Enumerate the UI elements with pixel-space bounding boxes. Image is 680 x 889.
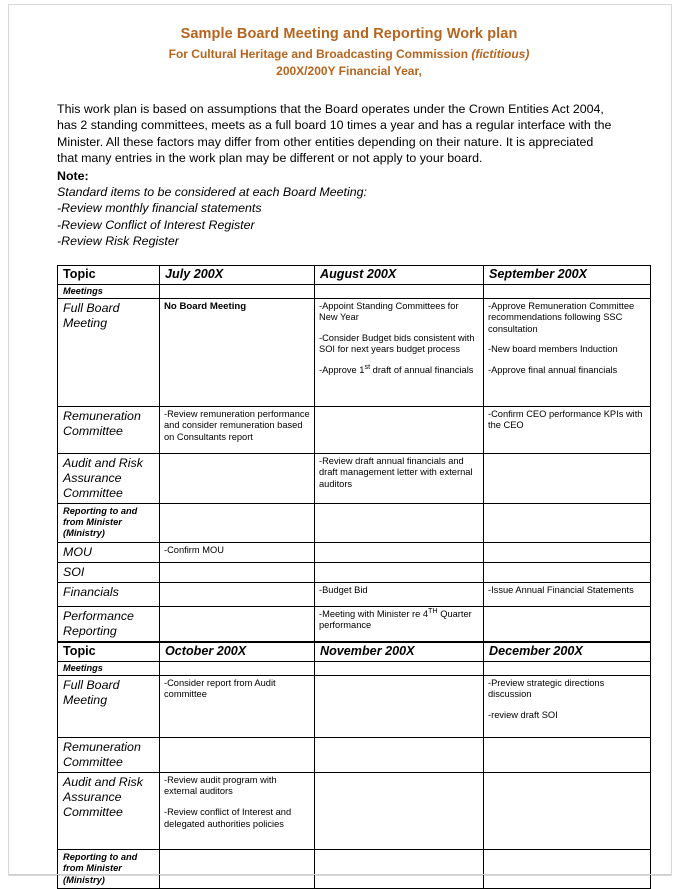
column-header-july: July 200X bbox=[160, 265, 315, 284]
column-header-december: December 200X bbox=[484, 642, 651, 661]
table-header-row bbox=[58, 265, 651, 284]
row-label-ministry-reporting: Reporting to and from Minister (Ministry) bbox=[58, 849, 160, 888]
cell-soi-september bbox=[484, 562, 651, 582]
row-label-full-board-meeting: Full Board Meeting bbox=[58, 298, 160, 406]
column-header-august: August 200X bbox=[315, 265, 484, 284]
row-label-audit-risk-committee: Audit and Risk Assurance Committee bbox=[58, 772, 160, 849]
note-list bbox=[57, 184, 649, 250]
cell-mou-august bbox=[315, 542, 484, 562]
document-financial-year: 200X/200Y Financial Year, bbox=[276, 64, 422, 78]
column-header-topic: Topic bbox=[58, 265, 160, 284]
cell-financials-august: -Budget Bid bbox=[315, 582, 484, 606]
cell-full-board-september bbox=[484, 298, 651, 406]
title-block bbox=[49, 25, 649, 79]
table-row-soi bbox=[58, 562, 651, 582]
cell-performance-august bbox=[315, 606, 484, 641]
cell-line: -Approve final annual financials bbox=[488, 365, 618, 376]
row-label-mou: MOU bbox=[58, 542, 160, 562]
section-header-meetings bbox=[58, 661, 651, 675]
table-row-financials bbox=[58, 582, 651, 606]
cell-full-board-july: No Board Meeting bbox=[160, 298, 315, 406]
table-row-audit-risk-committee bbox=[58, 453, 651, 503]
empty-cell bbox=[484, 284, 651, 298]
cell-line: -Preview strategic directions discussion bbox=[488, 677, 605, 700]
table-row-ministry-reporting bbox=[58, 849, 651, 888]
table-row-ministry-reporting bbox=[58, 503, 651, 542]
cell-line: -Approve Remuneration Committee recommendations following SSC consultation bbox=[488, 300, 635, 334]
table-row-audit-risk-committee bbox=[58, 772, 651, 849]
cell-financials-july bbox=[160, 582, 315, 606]
note-line: Standard items to be considered at each Board Meeting: bbox=[57, 185, 367, 200]
column-header-topic: Topic bbox=[58, 642, 160, 661]
cell-remuneration-october bbox=[160, 737, 315, 772]
column-header-september: September 200X bbox=[484, 265, 651, 284]
cell-performance-july bbox=[160, 606, 315, 641]
table-row-full-board-meeting bbox=[58, 298, 651, 406]
note-line: -Review Conflict of Interest Register bbox=[57, 217, 255, 232]
cell-financials-september: -Issue Annual Financial Statements bbox=[484, 582, 651, 606]
workplan-table-q1 bbox=[57, 265, 651, 642]
cell-audit-september bbox=[484, 453, 651, 503]
cell-ministry-september bbox=[484, 503, 651, 542]
cell-full-board-october: -Consider report from Audit committee bbox=[160, 675, 315, 737]
cell-line: -Appoint Standing Committees for New Year bbox=[319, 300, 459, 323]
cell-performance-september bbox=[484, 606, 651, 641]
cell-text-post: Quarter performance bbox=[319, 608, 472, 631]
cell-ministry-november bbox=[315, 849, 484, 888]
table-row-full-board-meeting bbox=[58, 675, 651, 737]
subtitle-organisation: For Cultural Heritage and Broadcasting Commission bbox=[168, 47, 472, 61]
row-label-ministry-reporting: Reporting to and from Minister (Ministry) bbox=[58, 503, 160, 542]
empty-cell bbox=[315, 284, 484, 298]
ordinal-suffix: TH bbox=[428, 605, 438, 615]
empty-cell bbox=[484, 661, 651, 675]
table-row-remuneration-committee bbox=[58, 406, 651, 453]
cell-full-board-december bbox=[484, 675, 651, 737]
subtitle-fictitious-note: (fictitious) bbox=[471, 47, 530, 61]
cell-text-post: draft of annual financials bbox=[370, 365, 474, 376]
document-page bbox=[8, 4, 672, 885]
cell-ministry-october bbox=[160, 849, 315, 888]
cell-line: -Consider Budget bids consistent with SOI for next years budget process bbox=[319, 332, 475, 355]
cell-text-pre: -Approve 1 bbox=[319, 365, 365, 376]
column-header-november: November 200X bbox=[315, 642, 484, 661]
cell-mou-september bbox=[484, 542, 651, 562]
ordinal-suffix: st bbox=[364, 361, 371, 371]
empty-cell bbox=[315, 661, 484, 675]
workplan-table-q2 bbox=[57, 642, 651, 889]
cell-text-pre: -Meeting with Minister re 4 bbox=[319, 608, 429, 619]
table-row-mou bbox=[58, 542, 651, 562]
cell-remuneration-july: -Review remuneration performance and consider remuneration based on Consultants report bbox=[160, 406, 315, 453]
cell-audit-november bbox=[315, 772, 484, 849]
section-label-meetings: Meetings bbox=[58, 284, 160, 298]
row-label-performance-reporting: Performance Reporting bbox=[58, 606, 160, 641]
cell-soi-august bbox=[315, 562, 484, 582]
cell-full-board-august bbox=[315, 298, 484, 406]
note-label: Note: bbox=[57, 168, 89, 183]
section-header-meetings bbox=[58, 284, 651, 298]
row-label-full-board-meeting: Full Board Meeting bbox=[58, 675, 160, 737]
empty-cell bbox=[160, 661, 315, 675]
row-label-financials: Financials bbox=[58, 582, 160, 606]
cell-soi-july bbox=[160, 562, 315, 582]
table-row-remuneration-committee bbox=[58, 737, 651, 772]
cell-line: -review draft SOI bbox=[488, 710, 558, 721]
cell-mou-july: -Confirm MOU bbox=[160, 542, 315, 562]
row-label-remuneration-committee: Remuneration Committee bbox=[58, 737, 160, 772]
note-line: -Review Risk Register bbox=[57, 234, 179, 249]
note-line: -Review monthly financial statements bbox=[57, 201, 262, 216]
cell-ministry-august bbox=[315, 503, 484, 542]
row-label-soi: SOI bbox=[58, 562, 160, 582]
row-label-audit-risk-committee: Audit and Risk Assurance Committee bbox=[58, 453, 160, 503]
cell-line bbox=[319, 361, 479, 377]
cell-remuneration-september: -Confirm CEO performance KPIs with the CEO bbox=[484, 406, 651, 453]
empty-cell bbox=[160, 284, 315, 298]
cell-audit-october bbox=[160, 772, 315, 849]
page-content bbox=[49, 25, 649, 889]
cell-line: -Review conflict of Interest and delegated authorities policies bbox=[164, 807, 292, 829]
cell-remuneration-august bbox=[315, 406, 484, 453]
section-label-meetings: Meetings bbox=[58, 661, 160, 675]
document-title: Sample Board Meeting and Reporting Work plan bbox=[180, 26, 518, 42]
cell-full-board-november bbox=[315, 675, 484, 737]
intro-paragraph: This work plan is based on assumptions that the Board operates under the Crown Entities Act 2004, has 2 standing committees, meets as a full board 10 times a year and has a regular interface with the Minister. All these factors may differ from other entities depending on their nature. It is appreciated that many entries in the work plan may be different or not apply to your board. bbox=[57, 102, 612, 166]
cell-audit-july bbox=[160, 453, 315, 503]
table-row-performance-reporting bbox=[58, 606, 651, 641]
row-label-remuneration-committee: Remuneration Committee bbox=[58, 406, 160, 453]
document-subtitle bbox=[49, 46, 649, 62]
table-header-row bbox=[58, 642, 651, 661]
cell-ministry-december bbox=[484, 849, 651, 888]
column-header-october: October 200X bbox=[160, 642, 315, 661]
cell-ministry-july bbox=[160, 503, 315, 542]
cell-line: -Review audit program with external auditors bbox=[164, 774, 277, 797]
cell-audit-august: -Review draft annual financials and draft management letter with external auditors bbox=[315, 453, 484, 503]
cell-audit-december bbox=[484, 772, 651, 849]
cell-line: -New board members Induction bbox=[488, 344, 618, 355]
cell-remuneration-november bbox=[315, 737, 484, 772]
cell-remuneration-december bbox=[484, 737, 651, 772]
page-bottom-rule bbox=[9, 874, 671, 875]
